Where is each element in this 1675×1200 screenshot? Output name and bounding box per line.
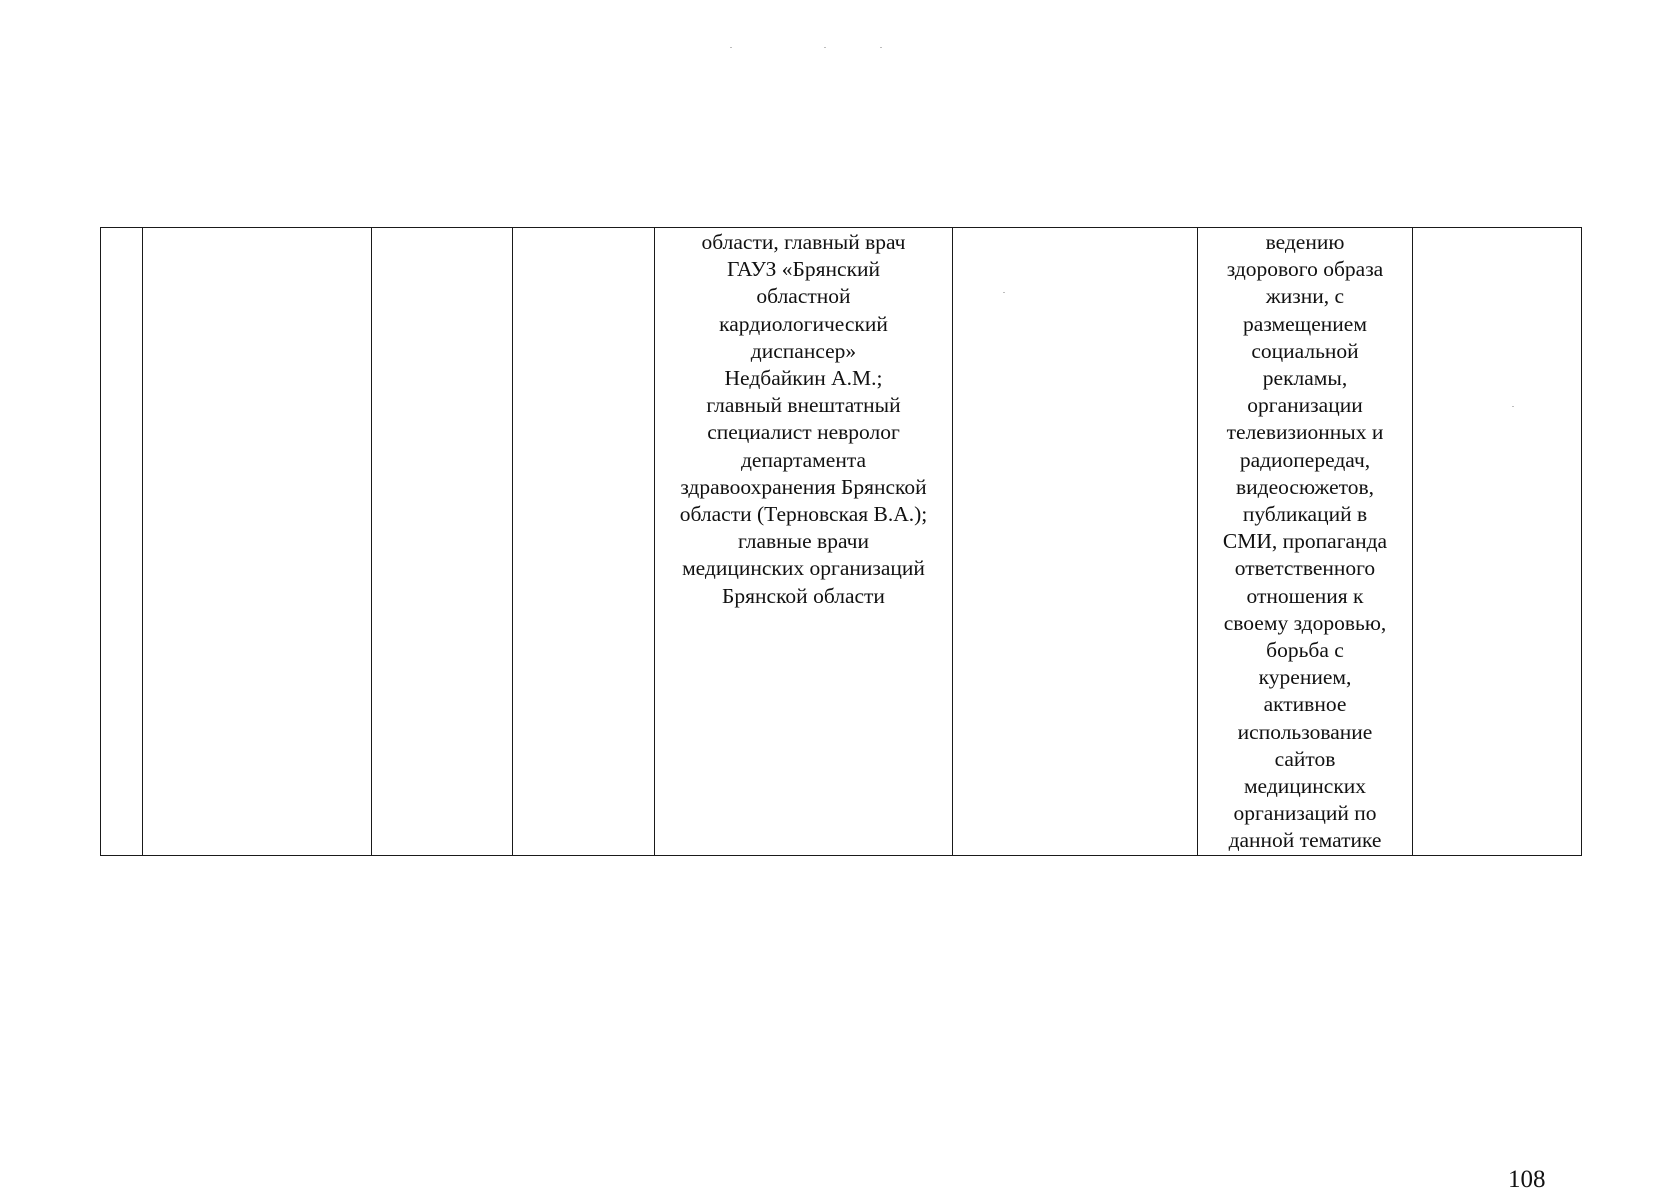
scan-speck bbox=[730, 47, 732, 48]
cell-responsible bbox=[655, 228, 953, 856]
activity-text: ведению здорового образа жизни, с размещением социальной рекламы, организации телевизионных и радиопередач, видеосюжетов, публикаций в СМИ, пропаганда ответственного отношения к своему здоровью, борьба с курением, активное использование сайтов медицинских организаций по данной тематике bbox=[1222, 230, 1388, 853]
cell-end-date bbox=[513, 228, 655, 856]
scan-speck bbox=[824, 47, 826, 48]
cell-activity bbox=[1198, 228, 1413, 856]
table-row bbox=[101, 228, 1582, 856]
cell-notes bbox=[1413, 228, 1582, 856]
scan-speck bbox=[880, 47, 882, 48]
page-number: 108 bbox=[1508, 1166, 1546, 1193]
plan-table bbox=[100, 227, 1582, 856]
responsible-text: области, главный врач ГАУЗ «Брянский областной кардиологический диспансер» Недбайкин А.М.; главный внештатный специалист невролог департамента здравоохранения Брянской области (Терновская В.А.); главные врачи медицинских организаций Брянской области bbox=[679, 230, 928, 608]
cell-event-name bbox=[143, 228, 372, 856]
cell-number bbox=[101, 228, 143, 856]
cell-expected-result bbox=[953, 228, 1198, 856]
cell-start-date bbox=[372, 228, 513, 856]
